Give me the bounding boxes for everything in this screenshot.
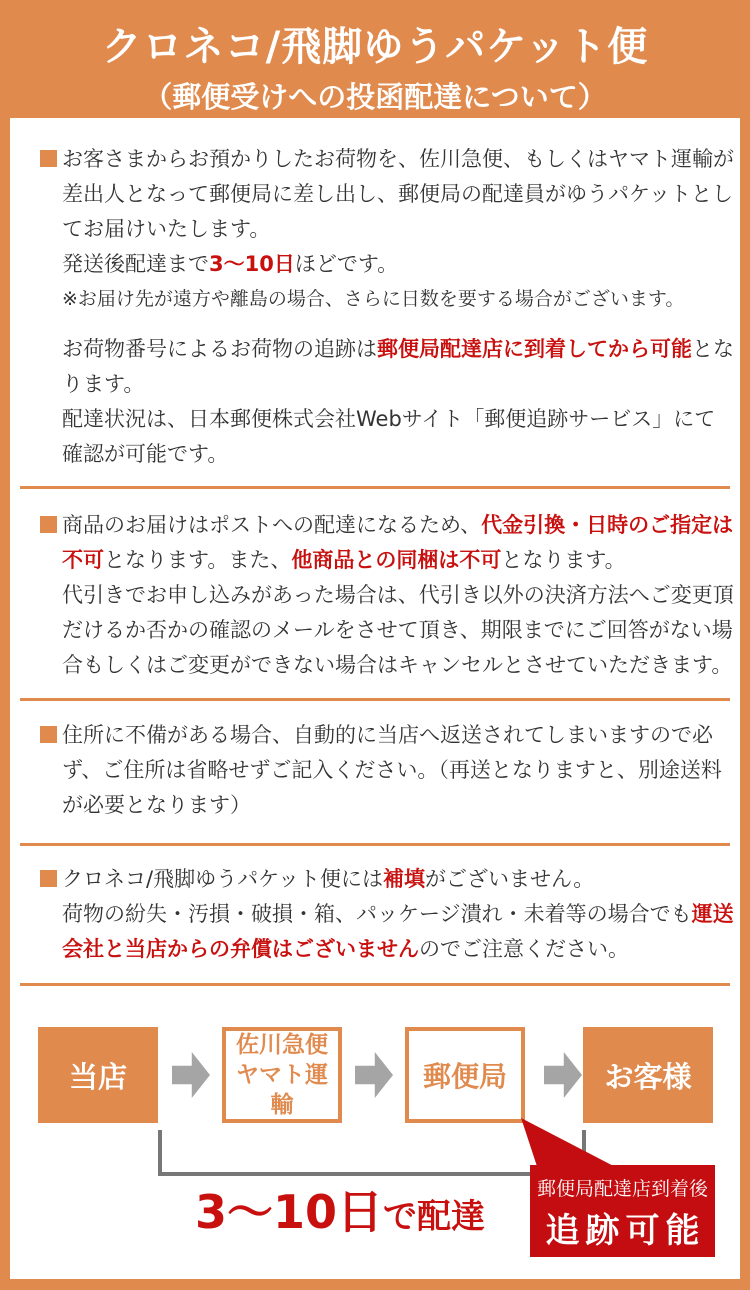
- flow-step-label: 当店: [68, 1059, 127, 1094]
- flow-step-shop: [38, 1027, 158, 1123]
- paragraph: 荷物の紛失・汚損・破損・箱、パッケージ潰れ・未着等の場合でも運送会社と当店からの弁償はございませんのでご注意ください。: [62, 902, 734, 961]
- paragraph: 配達状況は、日本郵便株式会社Webサイト「郵便追跡サービス」にて確認が可能です。: [62, 407, 716, 466]
- section-no-compensation: [40, 862, 734, 967]
- paragraph: 商品のお届けはポストへの配達になるため、代金引換・日時のご指定は不可となります。また、他商品との同梱は不可となります。: [62, 513, 734, 572]
- arrow-right-icon: [544, 1052, 582, 1098]
- flow-step-label: お客様: [604, 1059, 692, 1094]
- bullet-square-icon: [40, 150, 57, 167]
- section-post-delivery-restrictions: [40, 508, 734, 683]
- callout-main-text: 追跡可能: [545, 1211, 706, 1251]
- section-address-warning: [40, 718, 734, 823]
- section-delivery-overview: [40, 142, 734, 472]
- paragraph: 発送後配達まで3～10日ほどです。: [62, 252, 399, 276]
- paragraph: クロネコ/飛脚ゆうパケット便には補填がございません。: [62, 867, 595, 891]
- footnote: ※お届け先が遠方や離島の場合、さらに日数を要する場合がございます。: [62, 288, 685, 310]
- section-divider: [20, 843, 730, 846]
- paragraph: 住所に不備がある場合、自動的に当店へ返送されてしまいますので必ず、ご住所は省略せずご記入ください。（再送となりますと、別途送料が必要となります）: [62, 723, 722, 817]
- duration-text: [120, 1176, 560, 1242]
- bullet-square-icon: [40, 516, 57, 533]
- duration-days: 3～10日: [194, 1185, 384, 1239]
- flow-step-label: 佐川急便: [236, 1032, 328, 1058]
- content-panel: [10, 118, 740, 1279]
- flow-step-label: ヤマト運輸: [236, 1062, 328, 1118]
- callout-caption: 郵便局配達店到着後: [536, 1178, 708, 1200]
- flow-step-customer: [583, 1027, 713, 1123]
- section-divider: [20, 698, 730, 701]
- duration-bracket: [158, 1130, 586, 1176]
- arrow-right-icon: [355, 1052, 393, 1098]
- duration-suffix: で配達: [383, 1197, 486, 1237]
- flow-step-carrier: [222, 1027, 342, 1123]
- section-divider: [20, 983, 730, 986]
- bullet-square-icon: [40, 870, 57, 887]
- page-subtitle: （郵便受けへの投函配達について）: [143, 80, 607, 114]
- bullet-square-icon: [40, 726, 57, 743]
- flow-step-post-office: [405, 1027, 525, 1123]
- paragraph: 代引きでお申し込みがあった場合は、代引き以外の決済方法へご変更頂だけるか否かの確認のメールをさせて頂き、期限までにご回答がない場合もしくはご変更ができない場合はキャンセルとさせていただきます。: [62, 583, 734, 677]
- arrow-right-icon: [172, 1052, 210, 1098]
- flow-step-label: 郵便局: [422, 1060, 507, 1093]
- section-divider: [20, 486, 730, 489]
- paragraph: お客さまからお預かりしたお荷物を、佐川急便、もしくはヤマト運輸が差出人となって郵便局に差し出し、郵便局の配達員がゆうパケットとしてお届けいたします。: [62, 147, 734, 241]
- paragraph: お荷物番号によるお荷物の追跡は郵便局配達店に到着してから可能となります。: [62, 337, 734, 396]
- page-title: クロネコ/飛脚ゆうパケット便: [101, 24, 649, 70]
- header-banner: [0, 0, 750, 118]
